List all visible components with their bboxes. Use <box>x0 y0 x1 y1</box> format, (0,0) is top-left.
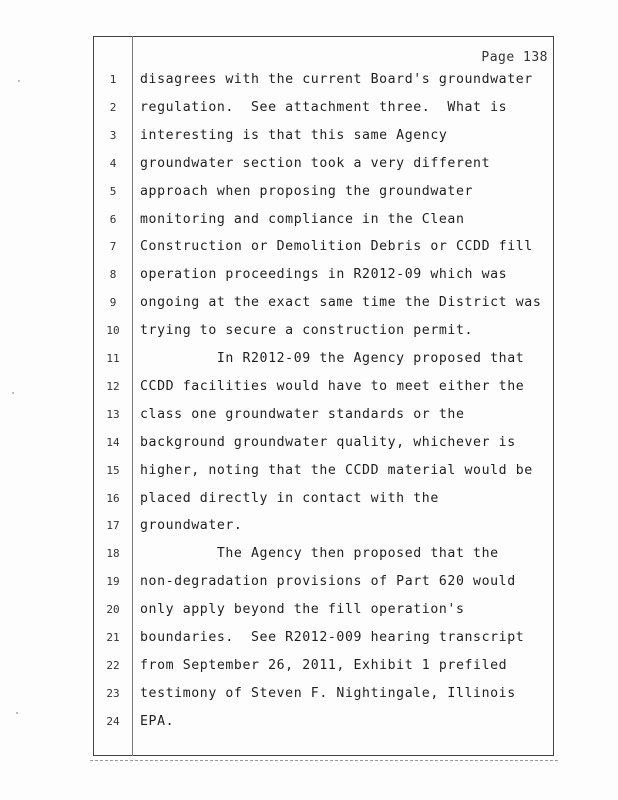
line-text: interesting is that this same Agency <box>140 127 448 143</box>
line-number: 2 <box>109 100 117 114</box>
line-number: 13 <box>106 407 120 421</box>
line-text: EPA. <box>140 713 175 729</box>
bottom-rule <box>90 760 558 761</box>
line-text: Construction or Demolition Debris or CCDD fill <box>140 239 533 255</box>
transcript-line <box>0 267 618 287</box>
line-number: 9 <box>109 296 117 310</box>
line-text: testimony of Steven F. Nightingale, Illinois <box>140 685 516 701</box>
line-text: approach when proposing the groundwater <box>140 183 474 199</box>
line-number: 21 <box>106 631 120 644</box>
transcript-line <box>0 686 618 706</box>
scan-speck <box>12 392 14 394</box>
line-text: non-degradation provisions of Part 620 would <box>140 574 516 590</box>
line-text: placed directly in contact with the <box>140 490 439 506</box>
line-text: In R2012-09 the Agency proposed that <box>140 351 525 366</box>
line-number: 7 <box>109 240 117 254</box>
line-number: 20 <box>106 603 120 617</box>
line-number: 16 <box>106 491 120 505</box>
transcript-line <box>0 239 618 259</box>
line-text: ongoing at the exact same time the District was <box>140 295 542 311</box>
transcript-line <box>0 714 618 734</box>
transcript-line <box>0 658 618 678</box>
transcript-line <box>0 100 618 120</box>
line-number: 17 <box>106 519 120 533</box>
transcript-line <box>0 351 618 371</box>
scan-speck <box>18 80 20 82</box>
line-text: boundaries. See R2012-009 hearing transcript <box>140 630 525 645</box>
line-number: 18 <box>106 547 120 561</box>
transcript-line <box>0 128 618 148</box>
line-text: background groundwater quality, whichever is <box>140 434 516 450</box>
line-number: 23 <box>106 686 120 700</box>
line-text: regulation. See attachment three. What is <box>140 99 508 115</box>
line-number: 15 <box>106 463 120 477</box>
transcript-line <box>0 463 618 483</box>
line-number: 8 <box>109 268 117 282</box>
line-number: 6 <box>109 212 117 226</box>
line-text: class one groundwater standards or the <box>140 406 465 422</box>
transcript-line <box>0 518 618 538</box>
line-number: 22 <box>106 658 120 672</box>
line-text: higher, noting that the CCDD material would be <box>140 462 533 478</box>
line-text: The Agency then proposed that the <box>140 546 499 562</box>
line-number: 12 <box>106 379 120 393</box>
transcript-line <box>0 379 618 399</box>
transcript-line <box>0 184 618 204</box>
line-text: trying to secure a construction permit. <box>140 323 474 339</box>
page-number: Page 138 <box>481 50 548 65</box>
transcript-line <box>0 630 618 650</box>
scan-speck <box>16 712 18 714</box>
line-text: CCDD facilities would have to meet either the <box>140 378 525 394</box>
transcript-line <box>0 574 618 594</box>
transcript-line <box>0 323 618 343</box>
line-text: monitoring and compliance in the Clean <box>140 211 465 227</box>
transcript-line <box>0 212 618 232</box>
line-number: 3 <box>109 128 117 142</box>
transcript-line <box>0 491 618 511</box>
line-text: groundwater section took a very different <box>140 155 491 171</box>
line-number: 24 <box>106 714 120 728</box>
transcript-line <box>0 295 618 315</box>
transcript-line <box>0 602 618 622</box>
line-text: only apply beyond the fill operation's <box>140 602 465 618</box>
line-text: from September 26, 2011, Exhibit 1 prefiled <box>140 657 508 673</box>
line-number: 19 <box>106 575 120 589</box>
line-number: 11 <box>106 352 120 365</box>
transcript-line <box>0 72 618 92</box>
line-text: operation proceedings in R2012-09 which was <box>140 267 508 283</box>
line-text: disagrees with the current Board's groundwater <box>140 72 533 87</box>
line-number: 4 <box>109 156 117 170</box>
transcript-line <box>0 407 618 427</box>
line-number: 5 <box>109 184 117 198</box>
transcript-line <box>0 435 618 455</box>
line-number: 1 <box>109 73 117 86</box>
transcript-line <box>0 156 618 176</box>
transcript-line <box>0 546 618 566</box>
line-text: groundwater. <box>140 518 243 534</box>
line-number: 10 <box>106 324 120 338</box>
line-number: 14 <box>106 435 120 449</box>
